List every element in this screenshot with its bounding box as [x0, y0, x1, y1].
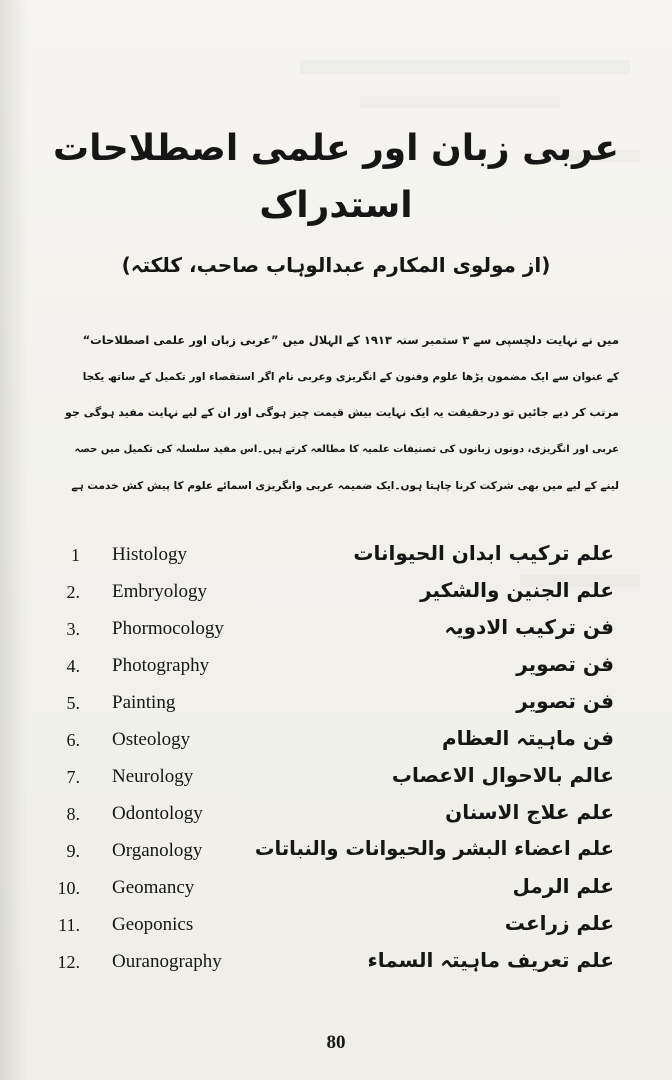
- term-arabic: علم اعضاء البشر والحیوانات والنباتات: [254, 837, 614, 860]
- term-number: 3.: [66, 619, 80, 639]
- glossary-row: [0, 648, 672, 685]
- glossary-row: [0, 833, 672, 870]
- term-number: 2.: [66, 582, 80, 602]
- glossary-row: [0, 944, 672, 981]
- term-number: 7.: [66, 767, 80, 787]
- term-arabic: علم الجنین والشکیر: [420, 578, 614, 602]
- term-number: 5.: [66, 693, 80, 713]
- glossary-row: [0, 870, 672, 907]
- glossary-row: [0, 796, 672, 833]
- term-english: Embryology: [112, 581, 207, 602]
- term-arabic: علم ترکیب ابدان الحیوانات: [353, 541, 614, 565]
- term-english: Neurology: [112, 766, 194, 787]
- term-english: Phormocology: [112, 618, 224, 639]
- term-english: Ouranography: [112, 951, 222, 972]
- term-english: Odontology: [112, 803, 203, 824]
- term-number: 11.: [58, 915, 80, 935]
- bleed-through-mark: [300, 60, 630, 74]
- term-english: Organology: [112, 840, 203, 861]
- term-english: Osteology: [112, 729, 191, 750]
- term-english: Histology: [112, 544, 187, 565]
- term-number: 10.: [57, 878, 80, 898]
- term-arabic: علم زراعت: [504, 911, 614, 935]
- term-number: 4.: [66, 656, 80, 676]
- term-arabic: فن ماہیتہ العظام: [442, 726, 614, 750]
- term-english: Geoponics: [112, 914, 194, 935]
- intro-line: لینے کے لیے میں بھی شرکت کرنا چاہتا ہوں۔ایک ضمیمہ عربی وانگریزی اسمائے علوم کا پیش کش خدمت ہے: [71, 480, 619, 492]
- term-arabic: علم علاج الاسنان: [445, 800, 614, 824]
- article-title: عربی زبان اور علمی اصطلاحات: [53, 128, 619, 169]
- term-number: 8.: [66, 804, 80, 824]
- glossary-row: [0, 759, 672, 796]
- article-subtitle: استدراک: [259, 185, 413, 226]
- term-arabic: علم الرمل: [512, 874, 614, 898]
- term-english: Painting: [112, 692, 176, 713]
- term-number: 12.: [57, 952, 80, 972]
- glossary-row: [0, 611, 672, 648]
- intro-line: مرتب کر دیے جائیں تو درحقیقت یہ ایک نہایت بیش قیمت چیز ہوگی اور ان کے لیے نہایت مفید ہوگی جو: [65, 406, 619, 419]
- glossary-row: [0, 722, 672, 759]
- term-arabic: فن تصویر: [516, 652, 614, 676]
- term-arabic: فن تصویر: [516, 689, 614, 713]
- author-byline: (از مولوی المکارم عبدالوہاب صاحب، کلکتہ): [121, 253, 551, 277]
- term-number: 1: [71, 545, 80, 565]
- intro-paragraph: [64, 322, 619, 505]
- glossary-row: [0, 685, 672, 722]
- intro-line: کے عنوان سے ایک مضمون پڑھا علوم وفنون کے انگریزی وعربی نام اگر استقصاء اور تکمیل کے ساتھ یکجا: [82, 370, 619, 383]
- glossary-row: [0, 574, 672, 611]
- term-arabic: عالم بالاحوال الاعصاب: [391, 763, 614, 787]
- glossary-row: [0, 537, 672, 574]
- term-english: Geomancy: [112, 877, 195, 898]
- term-arabic: فن ترکیب الادویہ: [444, 615, 614, 639]
- glossary-row: [0, 907, 672, 944]
- term-number: 9.: [66, 841, 80, 861]
- bleed-through-mark: [360, 96, 560, 108]
- term-arabic: علم تعریف ماہیتہ السماء: [367, 948, 614, 972]
- page-number: 80: [326, 1032, 346, 1053]
- term-english: Photography: [112, 655, 210, 676]
- intro-line: عربی اور انگریزی، دونوں زبانوں کی تصنیفات علمیہ کا مطالعہ کرتے ہیں۔اس مفید سلسلہ کی تکمیل میں حصہ: [74, 443, 619, 455]
- intro-line: میں نے نہایت دلچسپی سے ۳ ستمبر سنہ ۱۹۱۳ کے الہلال میں ”عربی زبان اور علمی اصطلاحات“: [82, 333, 619, 347]
- term-number: 6.: [66, 730, 80, 750]
